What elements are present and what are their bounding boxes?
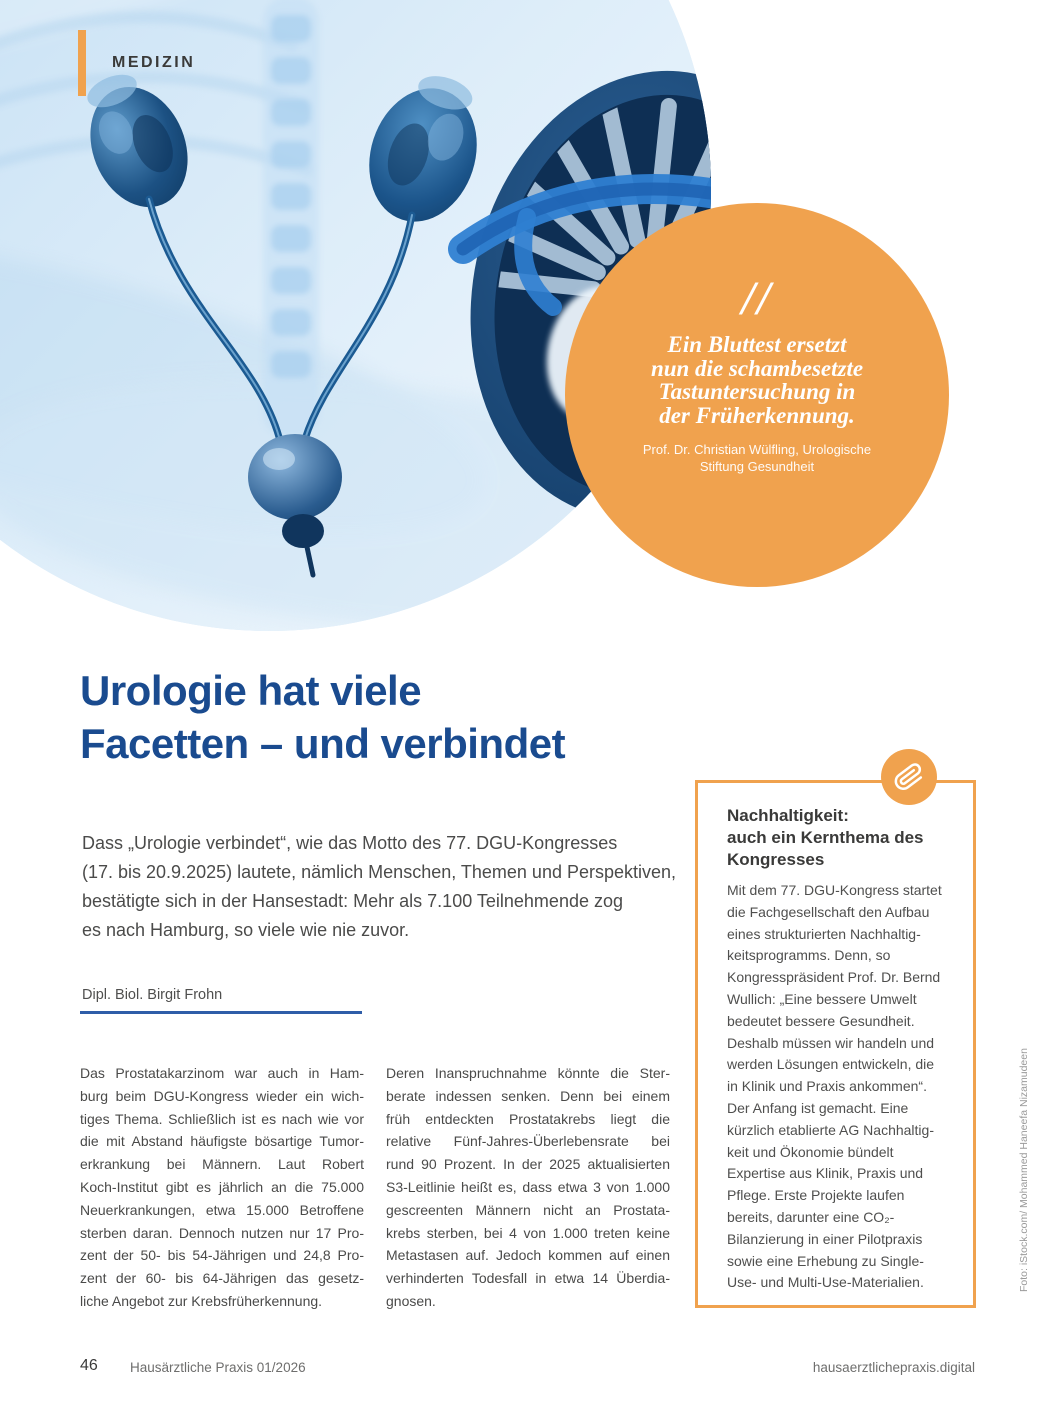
pull-quote-attribution: Prof. Dr. Christian Wülfling, Urologische Stiftung Gesundheit: [642, 442, 872, 474]
infobox-title: Nachhaltigkeit: auch ein Kernthema des Kongresses: [727, 806, 924, 869]
article-lead: Dass „Urologie verbindet“, wie das Motto des 77. DGU-Kongresses (17. bis 20.9.2025) lautete, nämlich Menschen, Themen und Perspektiven, bestätigte sich in der Hansestadt: Mehr als 7.100 Teilnehmende zog es nach Hamburg, so viele wie nie zuvor.: [82, 833, 677, 940]
journal-issue: Hausärztliche Praxis 01/2026: [130, 1360, 306, 1375]
pull-quote-text: Ein Bluttest ersetzt nun die schambesetzte Tastuntersuchung in der Früherkennung.: [650, 332, 864, 428]
article-body: [80, 1062, 670, 1313]
quote-marks-icon: //: [741, 272, 773, 325]
author-byline: Dipl. Biol. Birgit Frohn: [82, 987, 223, 1003]
pull-quote-circle: [565, 203, 949, 587]
body-column-2: Deren Inanspruchnahme könnte die Ster- berate indessen senken. Denn bei einem früh entdeckten Prostatakrebs liegt die relative Fünf-Jahres-Überlebensrate bei rund 90 Prozent. In der 2025 aktualisierten S3-Leitlinie heißt es, dass etwa 3 von 1.000 gescreenten Männern nicht an Prostata- krebs sterben, bei 4 von 1.000 treten keine Metastasen auf. Jedoch kommen auf einen verhinderten Todesfall in etwa 14 Überdia- gnosen.: [386, 1065, 670, 1309]
byline-rule: [80, 1011, 362, 1014]
photo-credit: Foto: iStock.com/ Mohammed Haneefa Nizamudeen: [1018, 1048, 1030, 1292]
infobox-badge: [881, 749, 937, 805]
kicker-accent-bar: [78, 30, 86, 96]
paperclip-icon: [892, 760, 926, 794]
body-column-1: Das Prostatakarzinom war auch in Ham- burg beim DGU-Kongress wieder ein wich- tiges Thema. Schließlich ist es nach wie vor die mit Abstand häufigste bösartige Tumor- erkrankung bei Männern. Laut Robert Koch-Institut gibt es jährlich an die 75.000 Neuerkrankungen, etwa 15.000 Betroffene sterben daran. Dennoch nutzen nur 17 Pro- zent der 50- bis 54-Jährigen und 24,8 Pro- zent der 60- bis 64-Jährigen das gesetz- liche Angebot zur Krebsfrüherkennung.: [80, 1065, 364, 1309]
infobox-body: Mit dem 77. DGU-Kongress startet die Fachgesellschaft den Aufbau eines strukturierten Nachhaltig- keitsprogramms. Denn, so Kongresspräsident Prof. Dr. Bernd Wullich: „Eine bessere Umwelt bedeutet bessere Gesundheit. Deshalb müssen wir handeln und werden Lösungen entwickeln, die in Klinik und Praxis ankommen“. Der Anfang ist gemacht. Eine kürzlich etablierte AG Nachhaltig- keit und Ökonomie bündelt Expertise aus Klinik, Praxis und Pflege. Erste Projekte laufen bereits, darunter eine CO₂- Bilanzierung in einer Pilotpraxis sowie eine Erhebung zu Single- Use- und Multi-Use-Materialien.: [727, 882, 942, 1291]
article-title: Urologie hat viele Facetten – und verbindet: [80, 667, 566, 767]
section-kicker: [78, 30, 195, 96]
page-number: 46: [80, 1357, 98, 1374]
journal-website: hausaerztlichepraxis.digital: [812, 1360, 975, 1375]
section-label: MEDIZIN: [112, 54, 196, 71]
